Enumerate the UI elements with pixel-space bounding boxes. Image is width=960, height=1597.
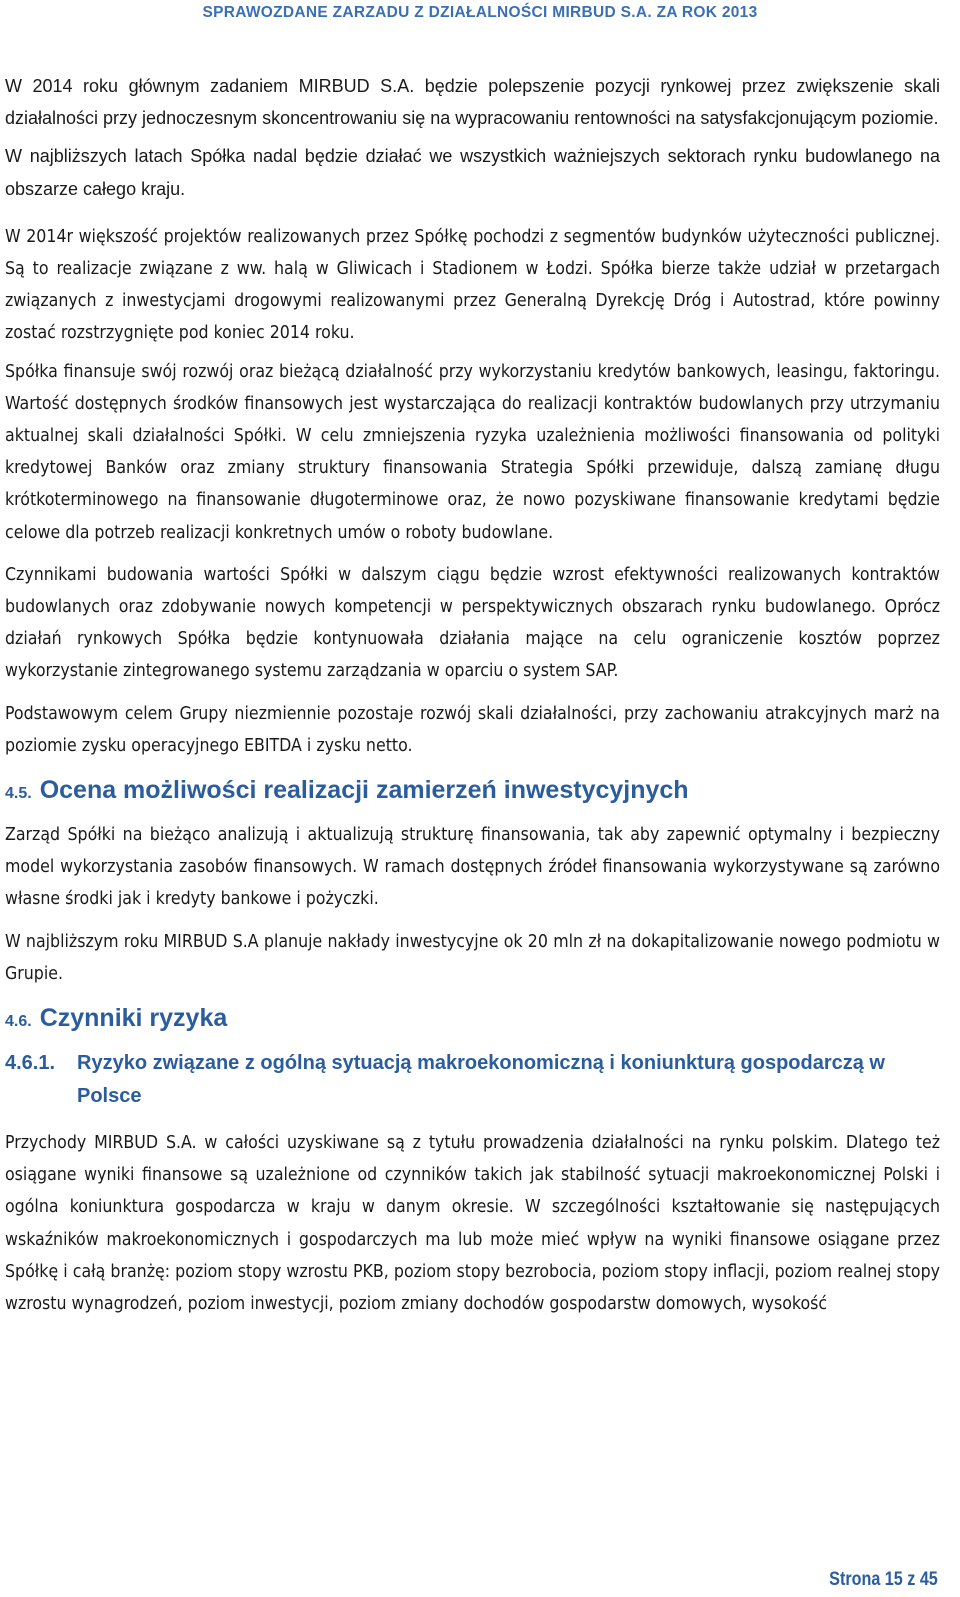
paragraph-financing: Spółka finansuje swój rozwój oraz bieżącą działalność przy wykorzystaniu kredytów bankowych, leasingu, faktoringu. Wartość dostępnych środków finansowych jest wystarczająca do realizacji kontraktów budowlanych przy utrzymaniu aktualnej skali działalności Spółki. W celu zmniejszenia ryzyka uzależnienia możliwości finansowania od polityki kredytowej Banków oraz zmiany struktury finansowania Strategia Spółki przewiduje, dalszą zamianę długu krótkoterminowego na finansowanie długoterminowe oraz, że nowo pozyskiwane finansowanie kredytami będzie celowe dla potrzeb realizacji konkretnych umów o roboty budowlane. [5,361,940,543]
page-number: Strona 15 z 45 [829,1569,938,1590]
paragraph-macro-risk: Przychody MIRBUD S.A. w całości uzyskiwane są z tytułu prowadzenia działalności na rynku polskim. Dlatego też osiągane wyniki finansowe są uzależnione od czynników takich jak stabilność sytuacji makroekonomicznej Polski i ogólna koniunktura gospodarcza w kraju w danym okresie. W szczególności kształtowanie się następujących wskaźników makroekonomicznych i gospodarczych ma lub może mieć wpływ na wyniki finansowe osiągane przez Spółkę i całą branżę: poziom stopy wzrostu PKB, poziom stopy bezrobocia, poziom stopy inflacji, poziom realnej stopy wzrostu wynagrodzeń, poziom inwestycji, poziom zmiany dochodów gospodarstw domowych, wysokość [5,1133,940,1315]
page-header: SPRAWOZDANE ZARZADU Z DZIAŁALNOŚCI MIRBUD S.A. ZA ROK 2013 [202,4,758,21]
paragraph-investment-plan: W najbliższym roku MIRBUD S.A planuje nakłady inwestycyjne ok 20 mln zł na dokapitalizowanie nowego podmiotu w Grupie. [5,931,940,984]
paragraph-main-task: W 2014 roku głównym zadaniem MIRBUD S.A. będzie polepszenie pozycji rynkowej przez zwiększenie skali działalności przy jednoczesnym skoncentrowaniu się na wypracowaniu rentowności na satysfakcjonującym poziomie. [5,76,940,129]
paragraph-projects: W 2014r większość projektów realizowanych przez Spółkę pochodzi z segmentów budynków użyteczności publicznej. Są to realizacje związane z ww. halą w Gliwicach i Stadionem w Łodzi. Spółka bierze także udział w przetargach związanych z inwestycjami drogowymi realizowanymi przez Generalną Dyrekcję Dróg i Autostrad, które powinny zostać rozstrzygnięte pod koniec 2014 roku. [5,226,940,344]
subsection-title: Ryzyko związane z ogólną sytuacją makroekonomiczną i koniunkturą gospodarczą w Polsce [77,1052,885,1108]
subsection-heading-4-6-1 [5,1047,940,1113]
section-heading-4-5 [5,776,940,805]
subsection-number: 4.6.1. [5,1052,56,1075]
section-title: Czynniki ryzyka [39,1004,228,1033]
section-number: 4.6. [5,1013,32,1031]
section-title: Ocena możliwości realizacji zamierzeń inwestycyjnych [39,776,689,805]
document-body [5,70,940,1330]
paragraph-financing-structure: Zarząd Spółki na bieżąco analizują i aktualizują strukturę finansowania, tak aby zapewnić optymalny i bezpieczny model wykorzystania zasobów finansowych. W ramach dostępnych źródeł finansowania wykorzystywane są zarówno własne środki jak i kredyty bankowe i pożyczki. [5,825,940,910]
section-number: 4.5. [5,785,32,803]
section-heading-4-6 [5,1004,940,1033]
paragraph-sectors: W najbliższych latach Spółka nadal będzie działać we wszystkich ważniejszych sektorach rynku budowlanego na obszarze całego kraju. [5,146,940,199]
paragraph-value-drivers: Czynnikami budowania wartości Spółki w dalszym ciągu będzie wzrost efektywności realizowanych kontraktów budowlanych oraz zdobywanie nowych kompetencji w perspektywicznych obszarach rynku budowlanego. Oprócz działań rynkowych Spółka będzie kontynuowała działania mające na celu ograniczenie kosztów poprzez wykorzystanie zintegrowanego systemu zarządzania w oparciu o system SAP. [5,564,940,682]
paragraph-group-goal: Podstawowym celem Grupy niezmiennie pozostaje rozwój skali działalności, przy zachowaniu atrakcyjnych marż na poziomie zysku operacyjnego EBITDA i zysku netto. [5,703,940,756]
